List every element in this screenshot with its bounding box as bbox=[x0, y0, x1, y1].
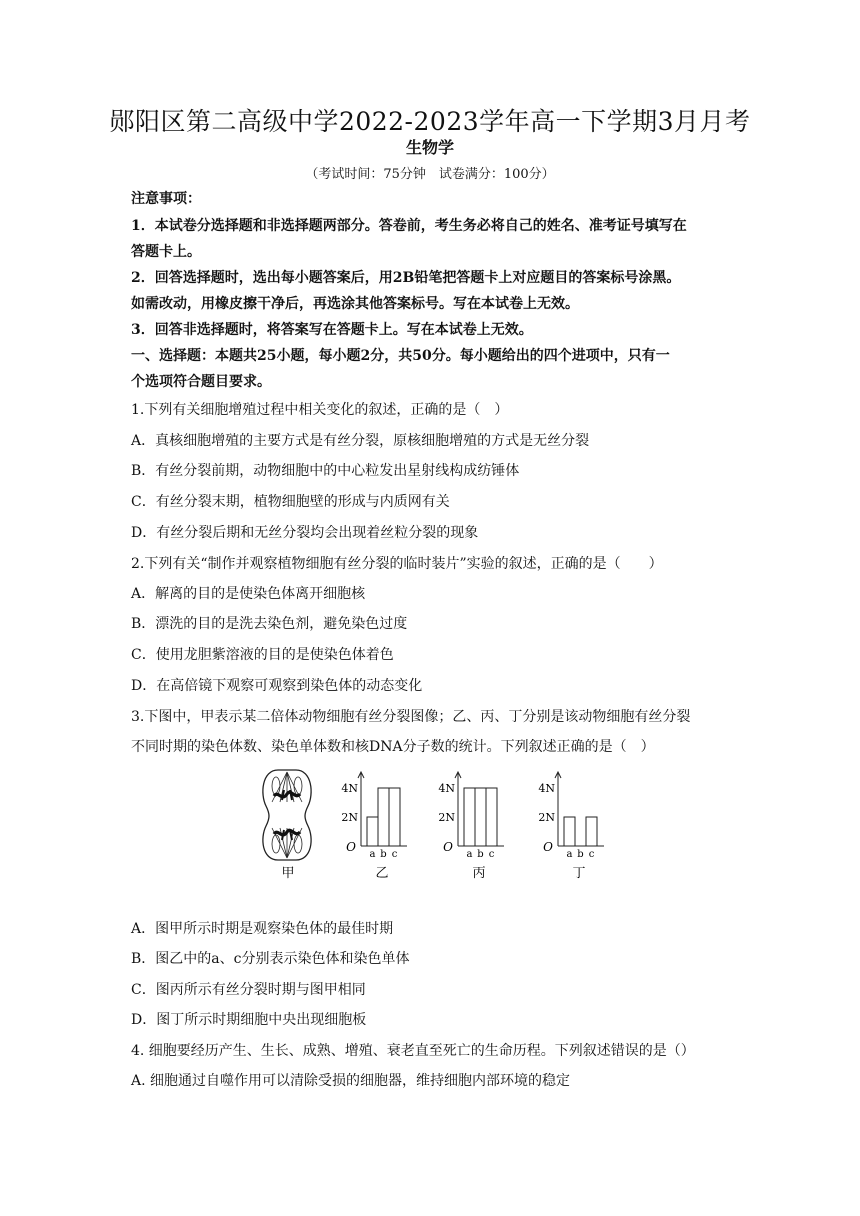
notice-3: 3．回答非选择题时，将答案写在答题卡上。写在本试卷上无效。 bbox=[131, 322, 533, 338]
x-tick-label: c bbox=[391, 849, 398, 860]
bar-chart-3 bbox=[538, 772, 604, 881]
x-tick-label: a bbox=[566, 849, 573, 860]
x-tick-label: a bbox=[466, 849, 473, 860]
q1-option-b: B．有丝分裂前期，动物细胞中的中心粒发出星射线构成纺锤体 bbox=[131, 463, 520, 479]
q3-option-a: A．图甲所示时期是观察染色体的最佳时期 bbox=[131, 921, 394, 937]
x-tick-label: c bbox=[488, 849, 495, 860]
q2-option-a: A．解离的目的是使染色体离开细胞核 bbox=[131, 586, 366, 602]
x-tick-label: b bbox=[380, 849, 387, 860]
notice-1-line-2: 答题卡上。 bbox=[131, 244, 201, 260]
q1-stem: 1.下列有关细胞增殖过程中相关变化的叙述，正确的是（ ） bbox=[131, 402, 509, 418]
q1-option-a: A．真核细胞增殖的主要方式是有丝分裂，原核细胞增殖的方式是无丝分裂 bbox=[131, 433, 590, 449]
exam-title: 郧阳区第二高级中学2022-2023学年高一下学期3月月考 bbox=[109, 107, 751, 136]
origin-label: O bbox=[346, 840, 356, 854]
q4-option-a: A. 细胞通过自噬作用可以清除受损的细胞器，维持细胞内部环境的稳定 bbox=[131, 1073, 571, 1089]
bar-a bbox=[367, 817, 378, 846]
section1-line-2: 个选项符合题目要求。 bbox=[131, 374, 271, 390]
x-tick-label: a bbox=[369, 849, 376, 860]
bar-b bbox=[475, 788, 486, 846]
figure-label-jia: 甲 bbox=[281, 866, 295, 881]
cell-diagram-jia bbox=[263, 770, 311, 860]
bar-charts bbox=[341, 772, 604, 881]
origin-label: O bbox=[543, 840, 553, 854]
exam-info: （考试时间：75分钟 试卷满分：100分） bbox=[305, 167, 555, 182]
q3-option-b: B．图乙中的a、c分别表示染色体和染色单体 bbox=[131, 951, 410, 967]
q4-stem: 4. 细胞要经历产生、生长、成熟、增殖、衰老直至死亡的生命历程。下列叙述错误的是（） bbox=[131, 1043, 695, 1059]
bar-chart-1 bbox=[341, 772, 407, 881]
x-tick-label: b bbox=[477, 849, 484, 860]
chart-title: 丁 bbox=[572, 866, 586, 881]
bar-c bbox=[586, 817, 597, 846]
q3-figure bbox=[258, 764, 618, 892]
y-tick-label: 2N bbox=[538, 811, 555, 824]
chart-title: 丙 bbox=[472, 866, 486, 881]
y-tick-label: 4N bbox=[438, 782, 455, 795]
notice-2-line-2: 如需改动，用橡皮擦干净后，再选涂其他答案标号。写在本试卷上无效。 bbox=[131, 296, 579, 312]
x-tick-label: c bbox=[588, 849, 595, 860]
y-tick-label: 2N bbox=[341, 811, 358, 824]
q2-option-d: D．在高倍镜下观察可观察到染色体的动态变化 bbox=[131, 678, 423, 694]
bar-a bbox=[564, 817, 575, 846]
bar-a bbox=[464, 788, 475, 846]
notice-1-line-1: 1．本试卷分选择题和非选择题两部分。答卷前，考生务必将自己的姓名、准考证号填写在 bbox=[131, 218, 687, 234]
bar-b bbox=[378, 788, 389, 846]
chart-title: 乙 bbox=[375, 866, 389, 881]
section1-line-1: 一、选择题：本题共25小题，每小题2分，共50分。每小题给出的四个进项中，只有一 bbox=[131, 348, 670, 364]
bar-c bbox=[486, 788, 497, 846]
q2-stem: 2.下列有关“制作并观察植物细胞有丝分裂的临时装片”实验的叙述，正确的是（ ） bbox=[131, 556, 663, 572]
q3-option-d: D．图丁所示时期细胞中央出现细胞板 bbox=[131, 1012, 367, 1028]
x-tick-label: b bbox=[577, 849, 584, 860]
bar-c bbox=[389, 788, 400, 846]
origin-label: O bbox=[443, 840, 453, 854]
q3-stem-line-2: 不同时期的染色体数、染色单体数和核DNA分子数的统计。下列叙述正确的是（ ） bbox=[131, 739, 655, 755]
y-tick-label: 4N bbox=[341, 782, 358, 795]
bar-chart-2 bbox=[438, 772, 504, 881]
q3-option-c: C．图丙所示有丝分裂时期与图甲相同 bbox=[131, 982, 366, 998]
q2-option-b: B．漂洗的目的是洗去染色剂，避免染色过度 bbox=[131, 616, 408, 632]
notice-2-line-1: 2．回答选择题时，选出每小题答案后，用2B铅笔把答题卡上对应题目的答案标号涂黑。 bbox=[131, 270, 681, 286]
q1-option-c: C．有丝分裂末期，植物细胞壁的形成与内质网有关 bbox=[131, 494, 450, 510]
q1-option-d: D．有丝分裂后期和无丝分裂均会出现着丝粒分裂的现象 bbox=[131, 525, 479, 541]
exam-subject: 生物学 bbox=[405, 138, 454, 157]
notice-heading: 注意事项： bbox=[131, 191, 201, 207]
y-tick-label: 2N bbox=[438, 811, 455, 824]
q2-option-c: C．使用龙胆紫溶液的目的是使染色体着色 bbox=[131, 647, 394, 663]
q3-stem-line-1: 3.下图中，甲表示某二倍体动物细胞有丝分裂图像；乙、丙、丁分别是该动物细胞有丝分裂 bbox=[131, 709, 691, 725]
y-tick-label: 4N bbox=[538, 782, 555, 795]
